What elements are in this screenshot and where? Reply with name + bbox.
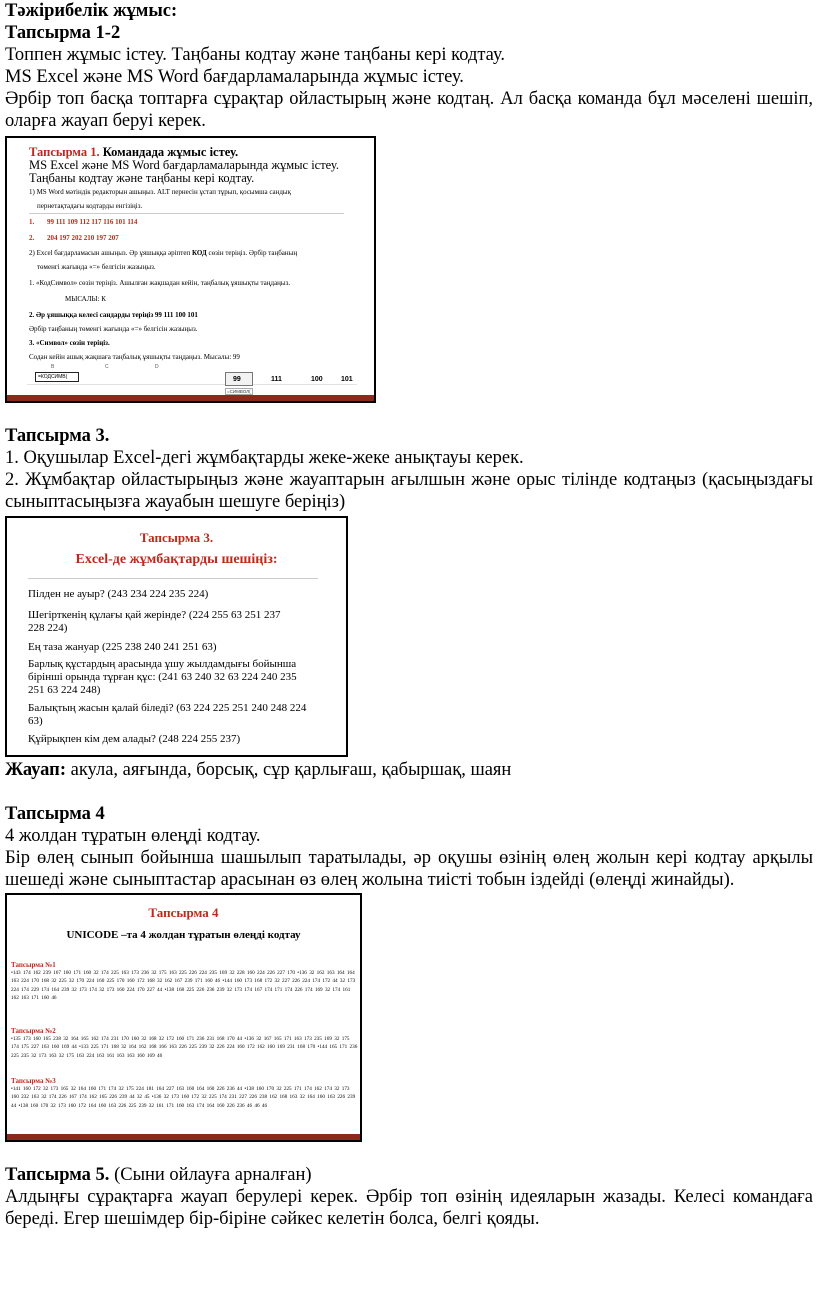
slide3-group2-title: Тапсырма №2 xyxy=(11,1027,56,1035)
col-header-c: C xyxy=(105,364,109,370)
task3-line2: 2. Жұмбақтар ойластырыңыз және жауаптарын ағылшын және орыс тілінде кодтаңыз (қасыңыздағы сыныптасыңызға жауабын шешуге беріңіз) xyxy=(5,470,813,512)
task4-line1: 4 жолдан тұратын өлеңді кодтау. xyxy=(5,826,261,846)
riddle-6: Құйрықпен кім дем алады? (248 224 255 237) xyxy=(28,733,241,745)
slide1-title: Тапсырма 1. Командада жұмыс істеу. xyxy=(29,145,239,159)
col-header-b: B xyxy=(51,364,55,370)
slide2-title: Тапсырма 3. xyxy=(139,530,214,545)
task3-title: Тапсырма 3. xyxy=(5,426,110,446)
slide2-divider xyxy=(28,578,318,579)
slide1-step2b: төменгі жағында «=» белгісін жазыңыз. xyxy=(37,263,156,271)
slide1-row1-codes: 99 111 109 112 117 116 101 114 xyxy=(47,218,138,226)
riddle-4b: бірінші орында тұрған құс: (241 63 240 32 63 224 240 235 xyxy=(28,671,297,683)
task12-line1: Топпен жұмыс істеу. Таңбаны кодтау және таңбаны кері кодтау. xyxy=(5,45,505,65)
answer-line: Жауап: акула, аяғында, борсық, сұр қарлығаш, қабыршақ, шаян xyxy=(5,760,512,780)
task3-slide-image xyxy=(5,516,348,757)
slide1-example-k: МЫСАЛЫ: К xyxy=(65,295,106,303)
slide1-row2-codes: 204 197 202 210 197 207 xyxy=(47,234,119,242)
slide1-step-cells: 2. Әр ұяшыққа келесі сандарды теріңіз 99 111 100 101 xyxy=(29,311,198,319)
slide1-step-sel: Содан кейін ашық жақшаға таңбалық ұяшықты таңдаңыз. Мысалы: 99 xyxy=(29,353,240,361)
slide3-title: Тапсырма 4 xyxy=(148,905,219,920)
slide1-line2: MS Excel және MS Word бағдарламаларында жұмыс істеу. xyxy=(29,158,340,172)
task12-line2: MS Excel және MS Word бағдарламаларында жұмыс істеу. xyxy=(5,67,464,87)
excel-mini-sheet xyxy=(27,364,357,398)
riddle-1: Пілден не ауыр? (243 234 224 235 224) xyxy=(28,588,209,600)
sheet-cell-4: 101 xyxy=(341,376,353,383)
riddle-3: Ең таза жануар (225 238 240 241 251 63) xyxy=(28,641,217,653)
task3-line1: 1. Оқушылар Excel-дегі жұмбақтарды жеке-жеке анықтауы керек. xyxy=(5,448,524,468)
formula-cell: =КОДСИМВ( xyxy=(35,372,79,382)
task5-line1: Алдыңғы сұрақтарға жауап берулері керек. Әрбір топ өзінің идеяларын жазады. Келесі командаға береді. Егер шешімдер бір-біріне сәйкес келетін болса, белгі қояды. xyxy=(5,1187,813,1229)
riddle-5a: Балықтың жасын қалай біледі? (63 224 225 251 240 248 224 xyxy=(28,702,307,714)
col-header-d: D xyxy=(155,364,159,370)
slide1-step-sym: 3. «Символ» сөзін теріңіз. xyxy=(29,339,110,347)
slide3-bottom-bar xyxy=(7,1134,360,1140)
task12-slide-image xyxy=(5,136,376,403)
riddle-5b: 63) xyxy=(28,715,43,727)
task4-title: Тапсырма 4 xyxy=(5,804,105,824)
slide3-group2-codes: •135 173 160 165 238 32 164 165 162 174 231 170 160 32 168 32 172 160 171 236 231 168 170 44 •136 32 167 165 171 163 173 235 169 32 175 174 175 227 163 160 169 44 •133 225 171 168 32 164 162 168 166 163 226 225 239 32 226 224 160 172 162 160 169 231 168 170 •144 165 171 236 225 235 32 173 163 32 175 163 224 163 161 163 163 160 169 46 xyxy=(11,1036,358,1059)
slide1-step1a: 1) MS Word мәтіндік редакторын ашыңыз. ALT пернесін ұстап тұрып, қосымша сандық xyxy=(29,188,292,196)
slide2-subtitle: Excel-де жұмбақтарды шешіңіз: xyxy=(75,552,278,567)
riddle-4c: 251 63 224 248) xyxy=(28,684,101,696)
task4-line2: Бір өлең сынып бойынша шашылып таратылады, әр оқушы өзінің өлең жолын кері кодтау арқылы шешеді және сыныптастар арасынан өз өлең жолына тиісті тобын іздейді (өлеңді жинайды). xyxy=(5,848,813,890)
slide1-divider xyxy=(29,213,344,214)
sheet-cell-2: 111 xyxy=(271,376,282,383)
task5-title: Тапсырма 5. (Сыни ойлауға арналған) xyxy=(5,1165,312,1185)
slide1-row1-num: 1. xyxy=(29,218,35,226)
riddle-4a: Барлық құстардың арасында ұшу жылдамдығы бойынша xyxy=(28,658,297,670)
riddle-2a: Шегірткенің құлағы қай жерінде? (224 255 63 251 237 xyxy=(28,609,281,621)
slide3-group3-title: Тапсырма №3 xyxy=(11,1077,56,1085)
sheet-grid-line xyxy=(27,384,357,385)
slide1-row2-num: 2. xyxy=(29,234,35,242)
slide1-line3: Таңбаны кодтау және таңбаны кері кодтау. xyxy=(29,171,255,185)
sheet-cell-3: 100 xyxy=(311,376,323,383)
slide1-step-kod: 1. «КодСимвол» сөзін теріңіз. Ашылған жақшадан кейін, таңбалық ұяшықты таңдаңыз. xyxy=(29,279,291,287)
slide1-step1b: пернетақтадағы кодтарды енгізіңіз. xyxy=(37,202,143,210)
riddle-2b: 228 224) xyxy=(28,622,68,634)
slide3-group3-codes: •141 160 172 32 173 165 32 164 160 171 174 32 175 224 181 164 227 163 160 164 160 226 236 44 •138 160 170 32 225 171 174 162 174 32 173 160 232 163 32 174 226 167 174 162 165 226 239 44 32 45 •136 32 173 160 172 32 225 174 231 227 226 238 162 168 163 32 164 160 163 226 239 44 •138 160 170 32 173 160 172 164 160 163 226 225 239 32 161 171 160 163 174 164 160 226 236 46 46 46 xyxy=(11,1086,356,1109)
section-heading: Тәжірибелік жұмыс: xyxy=(5,1,178,21)
task4-slide-image xyxy=(5,893,362,1142)
task12-line3: Әрбір топ басқа топтарға сұрақтар ойластырың және кодтаң. Ал басқа команда бұл мәселені шешіп, оларға жауап беруі керек. xyxy=(5,89,813,131)
symbol-tooltip: =СИМВОЛ( xyxy=(227,389,251,394)
slide3-group1-codes: •143 174 162 239 167 160 171 160 32 174 225 163 173 236 32 175 163 225 226 224 235 169 32 228 160 224 226 227 170 •136 32 162 163 164 164 163 224 170 168 32 225 32 170 224 160 225 170 160 172 168 32 162 167 239 171 160 46 •144 160 173 168 172 32 227 226 224 174 172 44 32 173 224 174 229 174 164 239 32 173 174 32 173 160 224 170 227 44 •138 168 225 226 236 239 32 173 174 167 174 171 174 226 174 169 32 174 161 162 163 171 160 46 xyxy=(11,970,356,1002)
slide3-group1-title: Тапсырма №1 xyxy=(11,961,56,969)
slide1-bottom-bar xyxy=(7,395,374,401)
slide1-step2a: 2) Excel бағдарламасын ашыңыз. Әр ұяшыққа әріптеп КОД сөзін теріңіз. Әрбір таңбаның xyxy=(29,249,298,257)
slide3-subtitle: UNICODE –та 4 жолдан тұратын өлеңді кодтау xyxy=(66,929,301,941)
task12-title: Тапсырма 1-2 xyxy=(5,23,121,43)
slide1-step-eq: Әрбір таңбаның төменгі жағында «=» белгісін жазыңыз. xyxy=(29,325,198,333)
sheet-cell-1: 99 xyxy=(233,376,241,383)
document xyxy=(5,0,813,1230)
